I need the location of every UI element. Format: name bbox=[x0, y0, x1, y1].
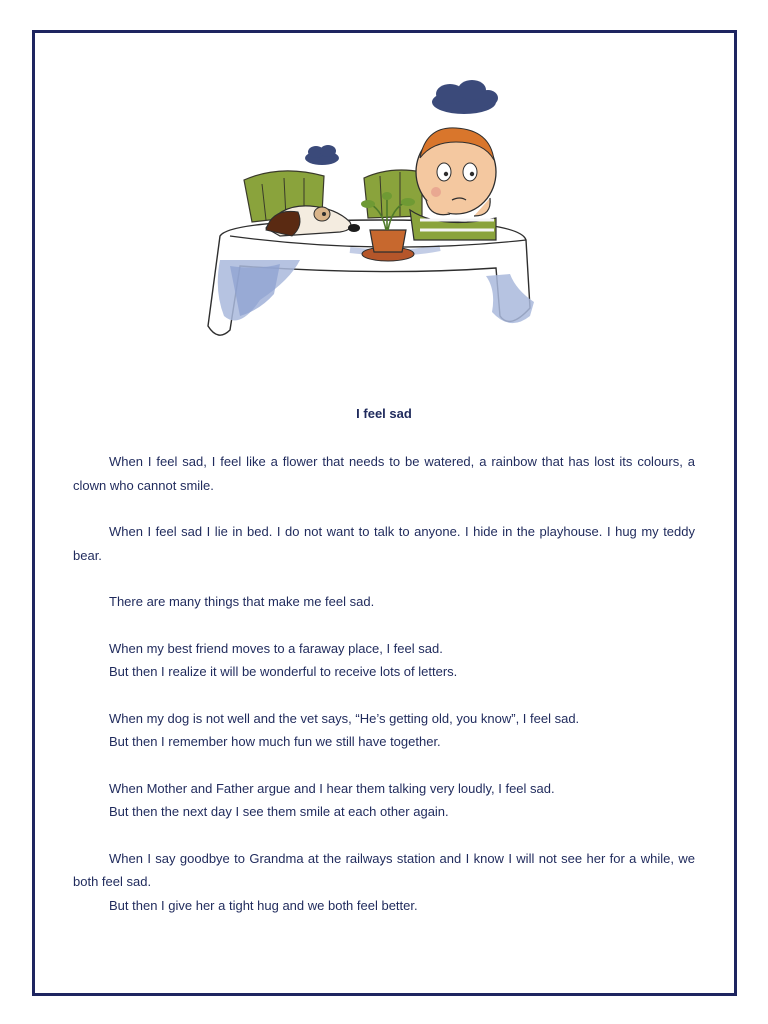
paragraph-line: When my best friend moves to a faraway place, I feel sad. bbox=[109, 640, 443, 656]
paragraph-line: When Mother and Father argue and I hear them talking very loudly, I feel sad. bbox=[109, 780, 555, 796]
story-text bbox=[73, 450, 695, 940]
paragraph-line: When I feel sad, I feel like a flower that needs to be watered, a rainbow that has lost its colours, a clown who cannot smile. bbox=[73, 454, 695, 493]
paragraph bbox=[73, 847, 695, 918]
paragraph-line: When I feel sad I lie in bed. I do not want to talk to anyone. I hide in the playhouse. I hug my teddy bear. bbox=[73, 524, 695, 563]
paragraph-line: But then I realize it will be wonderful to receive lots of letters. bbox=[109, 664, 458, 679]
paragraph bbox=[73, 707, 695, 754]
paragraph bbox=[73, 777, 695, 824]
page-title: I feel sad bbox=[356, 406, 412, 421]
paragraph-line: When my dog is not well and the vet says, “He’s getting old, you know”, I feel sad. bbox=[109, 710, 580, 726]
paragraph bbox=[73, 590, 695, 614]
paragraph-line: But then I give her a tight hug and we both feel better. bbox=[109, 897, 418, 913]
sad-boy-illustration bbox=[200, 80, 560, 350]
paragraph-line: But then I remember how much fun we still have together. bbox=[109, 734, 441, 749]
paragraph bbox=[73, 637, 695, 684]
paragraph-line: But then the next day I see them smile at each other again. bbox=[109, 804, 449, 819]
paragraph bbox=[73, 450, 695, 497]
sad-boy bbox=[410, 128, 496, 240]
rain-cloud-small bbox=[305, 145, 339, 165]
paragraph-line: There are many things that make me feel sad. bbox=[109, 594, 375, 609]
paragraph bbox=[73, 520, 695, 567]
paragraph-line: When I say goodbye to Grandma at the railways station and I know I will not see her for a while, we both feel sad. bbox=[73, 850, 695, 889]
rain-cloud-large bbox=[432, 80, 498, 114]
right-chair bbox=[364, 170, 422, 218]
